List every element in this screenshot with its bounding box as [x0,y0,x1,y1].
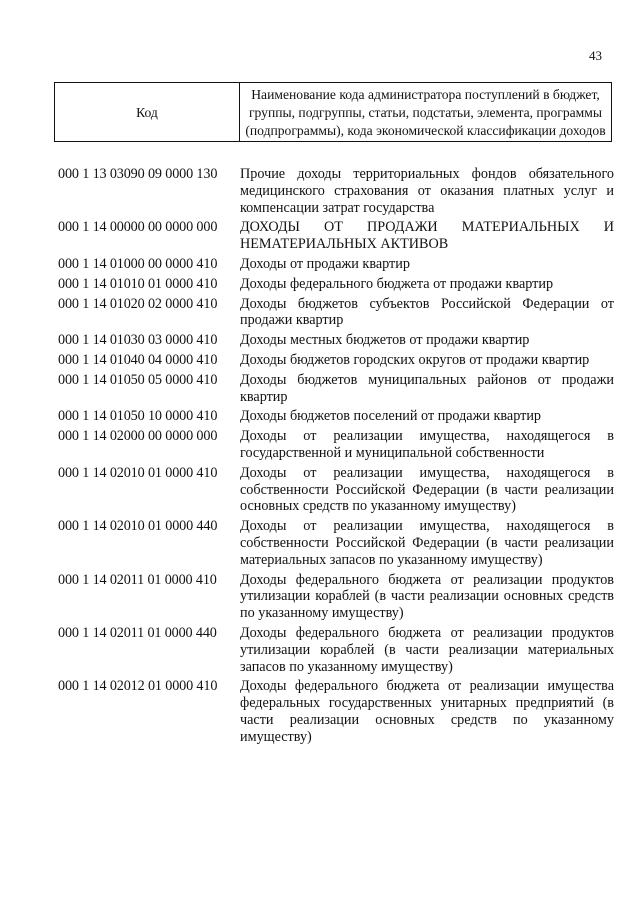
item-code: 000 1 14 01020 02 0000 410 [58,295,218,312]
list-item [58,276,614,293]
item-description: Доходы от реализации имущества, находящегося в собственности Российской Федерации (в части реализации материальных запасов по указанному имуществу) [240,518,614,568]
list-item [58,572,614,622]
list-item [58,428,614,462]
item-code: 000 1 14 02010 01 0000 410 [58,464,218,481]
item-description: Доходы от реализации имущества, находящегося в собственности Российской Федерации (в части реализации основных средств по указанному имуществу) [240,464,614,515]
list-item [58,408,614,425]
item-code: 000 1 14 02010 01 0000 440 [58,518,218,535]
list-item [58,625,614,675]
header-table [54,82,612,142]
list-item [58,296,614,330]
list-item [58,166,614,216]
item-code: 000 1 14 02011 01 0000 440 [58,624,217,641]
item-code: 000 1 14 01050 05 0000 410 [58,371,218,388]
item-code: 000 1 14 01010 01 0000 410 [58,275,218,292]
list-item [58,352,614,369]
item-description: Доходы бюджетов городских округов от продажи квартир [240,351,590,368]
item-code: 000 1 13 03090 09 0000 130 [58,166,218,182]
item-description: Доходы бюджетов муниципальных районов от продажи квартир [240,371,614,405]
list-item [58,518,614,568]
item-description: Доходы от реализации имущества, находящегося в государственной и муниципальной собственности [240,428,614,461]
list-item [58,372,614,406]
header-row [55,83,612,142]
list-item [58,256,614,273]
header-code-cell: Код [55,83,240,142]
item-description: Прочие доходы территориальных фондов обязательного медицинского страхования от оказания платных услуг и компенсации затрат государства [240,166,614,216]
item-description: Доходы от продажи квартир [240,255,410,272]
item-code: 000 1 14 02012 01 0000 410 [58,678,218,695]
list-item [58,465,614,515]
item-code: 000 1 14 01000 00 0000 410 [58,255,218,272]
item-code: 000 1 14 01040 04 0000 410 [58,351,218,368]
item-description: Доходы бюджетов поселений от продажи квартир [240,408,542,425]
item-description: ДОХОДЫ ОТ ПРОДАЖИ МАТЕРИАЛЬНЫХ И НЕМАТЕРИАЛЬНЫХ АКТИВОВ [240,219,614,253]
item-code: 000 1 14 02011 01 0000 410 [58,571,217,588]
page-number: 43 [589,48,602,63]
list-item [58,678,614,745]
item-description: Доходы местных бюджетов от продажи квартир [240,332,530,349]
header-name-cell: Наименование кода администратора поступлений в бюджет, группы, подгруппы, статьи, подстатьи, элемента, программы (подпрограммы), кода экономической классификации доходов [240,83,612,142]
item-description: Доходы федерального бюджета от реализации имущества федеральных государственных унитарных предприятий (в части реализации основных средств по указанному имуществу) [240,678,614,745]
item-code: 000 1 14 02000 00 0000 000 [58,428,218,445]
item-description: Доходы бюджетов субъектов Российской Федерации от продажи квартир [240,295,614,329]
list-item [58,332,614,349]
list-item [58,219,614,253]
item-description: Доходы федерального бюджета от продажи квартир [240,275,554,292]
item-code: 000 1 14 00000 00 0000 000 [58,219,218,236]
item-description: Доходы федерального бюджета от реализации продуктов утилизации кораблей (в части реализации материальных запасов по указанному имуществу) [240,624,614,675]
item-code: 000 1 14 01030 03 0000 410 [58,332,218,349]
item-code: 000 1 14 01050 10 0000 410 [58,408,218,425]
classification-list [58,166,614,749]
item-description: Доходы федерального бюджета от реализации продуктов утилизации кораблей (в части реализации основных средств по указанному имуществу) [240,571,614,622]
